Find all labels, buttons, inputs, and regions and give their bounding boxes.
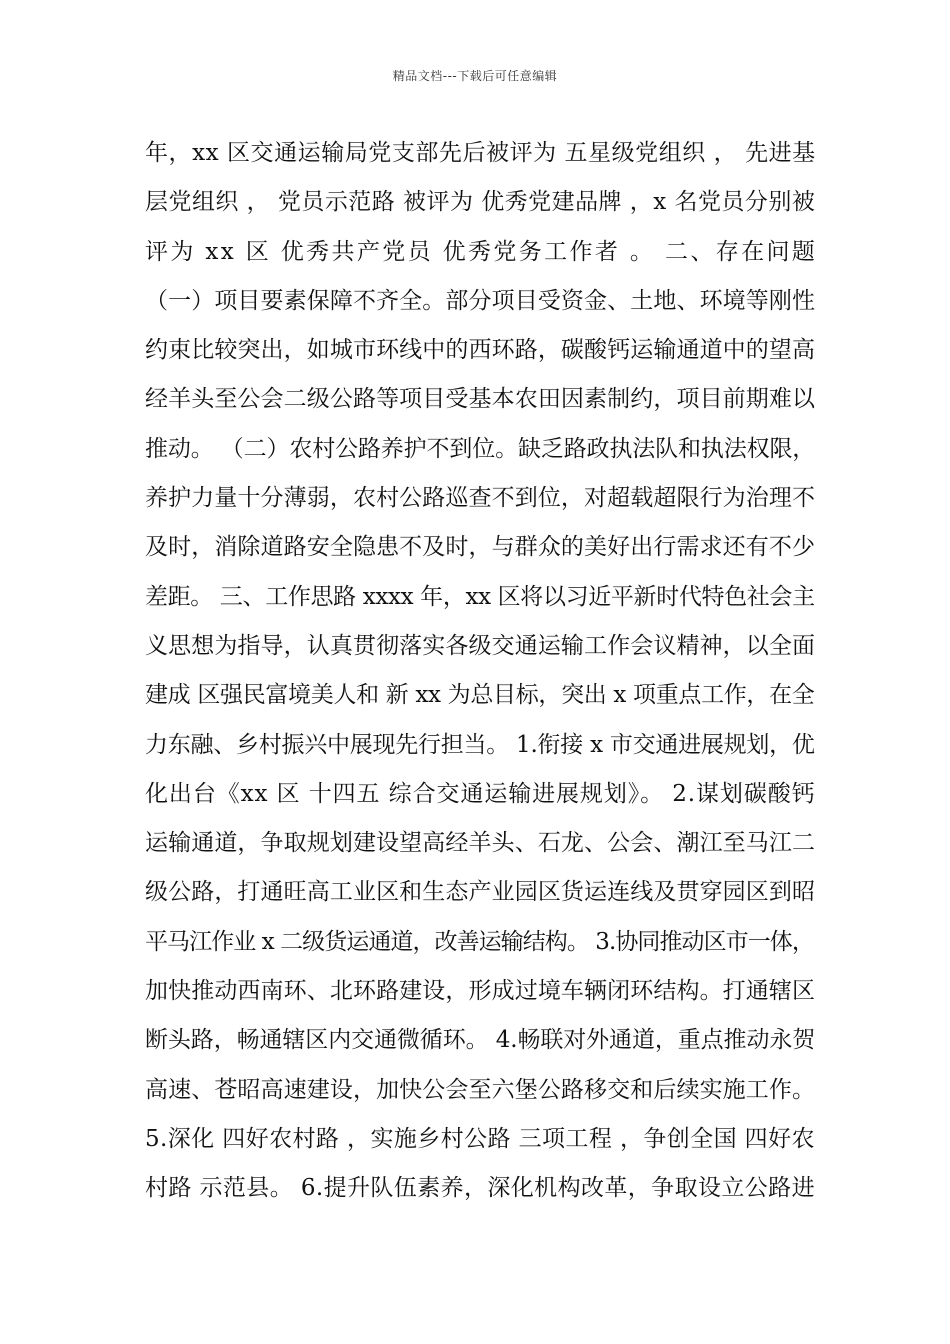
text-line: 运输通道，争取规划建设望高经羊头、石龙、公会、潮江至马江二	[145, 830, 816, 857]
text-line: 力东融、乡村振兴中展现先行担当。 1.衔接 x 市交通进展规划，优	[145, 731, 815, 758]
text-line: 差距。 三、工作思路 xxxx 年，xx 区将以习近平新时代特色社会主	[145, 583, 815, 610]
text-line: 层党组织 ， 党员示范路 被评为 优秀党建品牌 ，x 名党员分别被	[145, 189, 816, 216]
text-line: 平马江作业 x 二级货运通道，改善运输结构。 3.协同推动区市一体，	[145, 928, 814, 955]
text-line: 评为 xx 区 优秀共产党员 优秀党务工作者 。 二、存在问题	[145, 238, 818, 265]
text-line: 断头路，畅通辖区内交通微循环。 4.畅联对外通道，重点推动永贺	[145, 1027, 816, 1054]
text-line: 经羊头至公会二级公路等项目受基本农田因素制约，项目前期难以	[145, 386, 816, 413]
text-line: 村路 示范县。 6.提升队伍素养，深化机构改革，争取设立公路进	[145, 1175, 815, 1202]
text-line: （一）项目要素保障不齐全。部分项目受资金、土地、环境等刚性	[145, 287, 816, 314]
text-line: 建成 区强民富境美人和 新 xx 为总目标，突出 x 项重点工作，在全	[145, 682, 815, 709]
text-line: 及时，消除道路安全隐患不及时，与群众的美好出行需求还有不少	[145, 534, 816, 561]
text-line: 化出台《xx 区 十四五 综合交通运输进展规划》。 2.谋划碳酸钙	[145, 780, 816, 807]
text-line: 高速、苍昭高速建设，加快公会至六堡公路移交和后续实施工作。	[145, 1076, 816, 1103]
text-line: 5.深化 四好农村路 ，实施乡村公路 三项工程 ，争创全国 四好农	[145, 1125, 815, 1152]
text-line: 级公路，打通旺高工业区和生态产业园区货运连线及贯穿园区到昭	[145, 879, 816, 906]
text-line: 年，xx 区交通运输局党支部先后被评为 五星级党组织 ， 先进基	[145, 140, 816, 166]
text-line: 养护力量十分薄弱，农村公路巡查不到位，对超载超限行为治理不	[145, 485, 816, 512]
document-body	[145, 133, 818, 1218]
text-line: 推动。 （二）农村公路养护不到位。缺乏路政执法队和执法权限，	[145, 435, 816, 462]
text-line: 加快推动西南环、北环路建设，形成过境车辆闭环结构。打通辖区	[145, 978, 816, 1005]
text-line: 义思想为指导，认真贯彻落实各级交通运输工作会议精神，以全面	[145, 632, 816, 659]
page-header: 精品文档---下载后可任意编辑	[392, 69, 558, 83]
text-line: 约束比较突出，如城市环线中的西环路，碳酸钙运输通道中的望高	[145, 337, 816, 364]
